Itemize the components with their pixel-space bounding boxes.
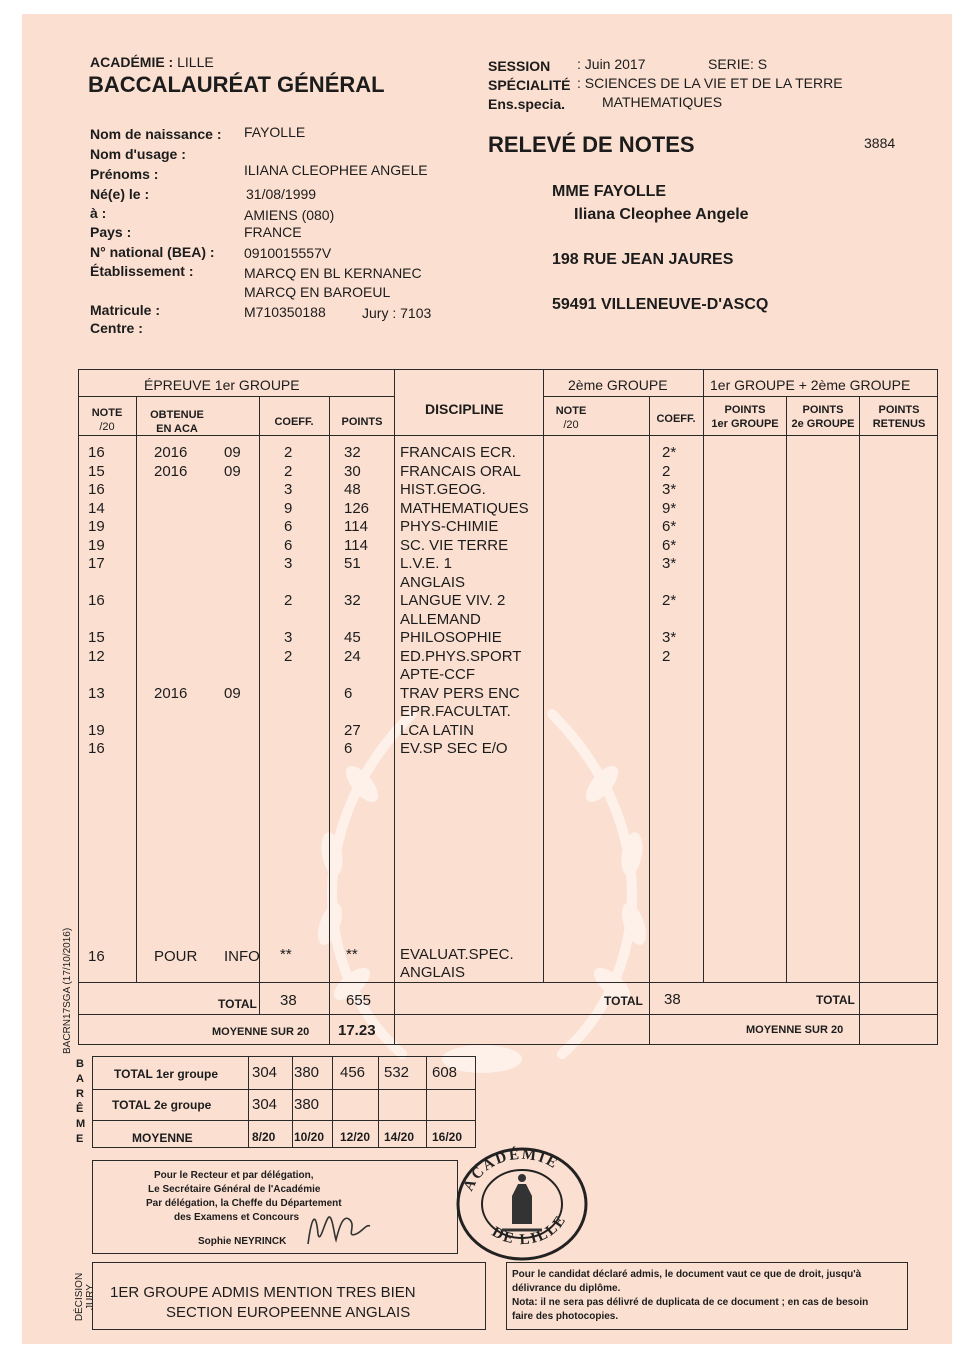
row-discipline: APTE-CCF — [400, 666, 475, 683]
academie-seal — [452, 1144, 592, 1264]
bareme-letter: R — [76, 1088, 84, 1100]
special-points: ** — [346, 946, 358, 963]
row-coeff: 2 — [284, 592, 293, 609]
special-info: INFO — [224, 948, 260, 965]
nom-usage-label: Nom d'usage : — [90, 146, 186, 162]
address-line-2: Iliana Cleophee Angele — [574, 206, 749, 223]
ne-le-value: 31/08/1999 — [246, 186, 317, 202]
coeff2-header: COEFF. — [656, 413, 696, 425]
total-points: 655 — [346, 992, 372, 1009]
row-coeff: 6 — [284, 536, 293, 554]
notice-line-2: délivrance du diplôme. — [512, 1283, 621, 1294]
special-discipline: EVALUAT.SPEC. — [400, 946, 514, 963]
row-coeff2: 3* — [662, 555, 677, 572]
row-coeff: 2 — [284, 647, 293, 665]
special-pour: POUR — [154, 948, 198, 965]
row-note: 15 — [88, 462, 105, 480]
row-note: 14 — [88, 499, 105, 517]
row-discipline: ALLEMAND — [400, 610, 481, 628]
bareme-letter: B — [76, 1058, 84, 1070]
row-discipline: LANGUE VIV. 2 — [400, 592, 506, 609]
specialite-label: SPÉCIALITÉ — [488, 77, 571, 93]
matricule-label: Matricule : — [90, 302, 161, 318]
total2-label: TOTAL — [604, 994, 643, 1008]
total-label: TOTAL — [218, 997, 257, 1011]
row-discipline: LCA LATIN — [400, 721, 474, 739]
row-note: 19 — [88, 518, 105, 535]
bareme-letter: Ê — [76, 1103, 84, 1115]
epreuve-header: ÉPREUVE 1er GROUPE — [144, 377, 300, 393]
row-discipline: PHYS-CHIMIE — [400, 518, 499, 535]
row-note: 12 — [88, 647, 105, 665]
row-note: 15 — [88, 629, 105, 646]
bareme-row3-value: 8/20 — [252, 1130, 276, 1144]
row-coeff2: 6* — [662, 518, 677, 535]
row-points: 114 — [344, 536, 368, 554]
nom-naissance-label: Nom de naissance : — [90, 126, 222, 142]
bareme-row3-value: 16/20 — [432, 1130, 463, 1144]
row-coeff: 3 — [284, 481, 293, 498]
decision-side-label: DÉCISION JURY — [74, 1272, 96, 1322]
bareme-row3-label: MOYENNE — [132, 1131, 193, 1145]
bareme-letter: M — [76, 1118, 86, 1130]
row-discipline: HIST.GEOG. — [400, 481, 486, 498]
matricule-value: M710350188 — [244, 304, 326, 320]
etablissement-label: Établissement : — [90, 263, 194, 279]
row-points: 32 — [344, 592, 361, 609]
specialite-value: : SCIENCES DE LA VIE ET DE LA TERRE — [577, 75, 843, 91]
row-points: 51 — [344, 555, 361, 572]
row-coeff: 9 — [284, 499, 293, 517]
document-title: BACCALAURÉAT GÉNÉRAL — [88, 72, 385, 97]
nom-naissance-value: FAYOLLE — [244, 124, 306, 140]
handwritten-signature — [304, 1204, 374, 1248]
row-coeff: 2 — [284, 462, 293, 480]
document-number: 3884 — [864, 135, 896, 151]
row-points: 48 — [344, 481, 361, 498]
svg-text:ACADÉMIE — [461, 1146, 562, 1194]
row-discipline: TRAV PERS ENC — [400, 684, 520, 702]
bareme-row3-value: 12/20 — [340, 1130, 371, 1144]
prenoms-label: Prénoms : — [90, 166, 159, 182]
bareme-row3-value: 10/20 — [294, 1130, 325, 1144]
bareme-row1-value: 380 — [294, 1064, 320, 1081]
row-note: 16 — [88, 444, 105, 461]
note-header: NOTE — [91, 407, 123, 419]
note-sub-header: /20 — [99, 421, 115, 433]
signatory-name: Sophie NEYRINCK — [198, 1236, 287, 1247]
address-line-1: MME FAYOLLE — [552, 183, 667, 200]
notice-line-1: Pour le candidat déclaré admis, le document vaut ce que de droit, jusqu'à — [512, 1269, 862, 1280]
total3-label: TOTAL — [816, 993, 855, 1007]
signature-line-2: Le Secrétaire Général de l'Académie — [148, 1184, 321, 1195]
row-discipline: PHILOSOPHIE — [400, 629, 502, 646]
seal-bottom-text: DE LILLE — [489, 1211, 570, 1249]
groupe2-header: 2ème GROUPE — [568, 377, 668, 393]
row-points: 30 — [344, 462, 361, 480]
address-line-3: 198 RUE JEAN JAURES — [552, 251, 734, 268]
row-discipline: ED.PHYS.SPORT — [400, 647, 522, 665]
decision-line-2: SECTION EUROPEENNE ANGLAIS — [166, 1304, 411, 1321]
row-coeff2: 2* — [662, 444, 677, 461]
row-points: 114 — [344, 518, 368, 535]
row-note: 17 — [88, 555, 105, 572]
row-mois: 09 — [224, 444, 241, 461]
decision-line-1: 1ER GROUPE ADMIS MENTION TRES BIEN — [110, 1284, 416, 1301]
national-value: 0910015557V — [244, 245, 332, 261]
form-code: BACRN17SGA (17/10/2016) — [62, 927, 73, 1054]
bareme-row2-value: 380 — [294, 1096, 320, 1113]
row-note: 16 — [88, 740, 105, 757]
row-discipline: L.V.E. 1 — [400, 555, 452, 572]
row-discipline: SC. VIE TERRE — [400, 536, 509, 554]
coeff-header: COEFF. — [274, 416, 314, 428]
row-points: 45 — [344, 629, 361, 646]
row-discipline: FRANCAIS ORAL — [400, 462, 521, 480]
seal-top-text: ACADÉMIE — [460, 1146, 562, 1194]
row-note: 19 — [88, 721, 105, 739]
bareme-row1-value: 304 — [252, 1064, 278, 1081]
note2-sub-header: /20 — [563, 419, 579, 431]
row-coeff2: 6* — [662, 536, 677, 554]
moyenne-label: MOYENNE SUR 20 — [212, 1026, 310, 1038]
row-points: 27 — [344, 721, 361, 739]
row-note: 16 — [88, 481, 105, 498]
prenoms-value: ILIANA CLEOPHEE ANGELE — [244, 162, 428, 178]
row-coeff2: 3* — [662, 629, 677, 646]
points-1er-header: POINTS — [724, 404, 766, 416]
ens-value: MATHEMATIQUES — [602, 94, 723, 110]
bareme-row1-value: 532 — [384, 1064, 410, 1081]
centre-label: Centre : — [90, 320, 143, 336]
academie-value: LILLE — [177, 54, 214, 70]
groupe12-header: 1er GROUPE + 2ème GROUPE — [710, 377, 911, 393]
ens-label: Ens.specia. — [488, 96, 566, 112]
row-annee: 2016 — [154, 462, 188, 480]
row-coeff: 6 — [284, 518, 293, 535]
total-coeff: 38 — [280, 992, 297, 1009]
document-sheet — [22, 14, 952, 1344]
bareme-row1-value: 608 — [432, 1064, 458, 1081]
serie-value: SERIE: S — [708, 56, 768, 72]
academie-label: ACADÉMIE : — [90, 54, 174, 70]
bareme-row2-label: TOTAL 2e groupe — [112, 1098, 212, 1112]
ne-le-label: Né(e) le : — [90, 186, 150, 202]
row-annee: 2016 — [154, 444, 188, 461]
row-points: 24 — [344, 647, 361, 665]
note2-header: NOTE — [555, 405, 587, 417]
signature-line-3: Par délégation, la Cheffe du Département — [146, 1198, 342, 1209]
row-mois: 09 — [224, 462, 241, 480]
signature-line-1: Pour le Recteur et par délégation, — [154, 1170, 314, 1181]
row-annee: 2016 — [154, 684, 188, 702]
row-coeff: 3 — [284, 555, 293, 572]
row-discipline: ANGLAIS — [400, 573, 466, 591]
row-discipline: MATHEMATIQUES — [400, 499, 529, 517]
points-retenus-sub-header: RETENUS — [872, 418, 926, 430]
row-coeff: 3 — [284, 629, 293, 646]
row-note: 16 — [88, 592, 105, 609]
points-2e-sub-header: 2e GROUPE — [791, 418, 855, 430]
points-2e-header: POINTS — [802, 404, 844, 416]
row-coeff2: 3* — [662, 481, 677, 498]
row-coeff2: 2 — [662, 462, 671, 480]
points-1er-sub-header: 1er GROUPE — [711, 418, 779, 430]
etablissement-value-1: MARCQ EN BL KERNANEC — [244, 265, 422, 281]
session-value: : Juin 2017 — [577, 56, 646, 72]
notice-line-3: Nota: il ne sera pas délivré de duplicata de ce document ; en cas de besoin — [512, 1297, 869, 1308]
lieu-label: à : — [90, 205, 107, 221]
row-coeff: 2 — [284, 444, 293, 461]
session-label: SESSION — [488, 58, 551, 74]
etablissement-value-2: MARCQ EN BAROEUL — [244, 284, 391, 300]
row-coeff2: 2 — [662, 647, 671, 665]
address-line-4: 59491 VILLENEUVE-D'ASCQ — [552, 296, 769, 313]
row-points: 126 — [344, 499, 370, 517]
bareme-row3-value: 14/20 — [384, 1130, 415, 1144]
lieu-value: AMIENS (080) — [244, 207, 335, 223]
special-note: 16 — [88, 948, 105, 965]
pays-label: Pays : — [90, 224, 132, 240]
row-mois: 09 — [224, 684, 241, 702]
pays-value: FRANCE — [244, 224, 302, 240]
bareme-row1-value: 456 — [340, 1064, 366, 1081]
moyenne-value: 17.23 — [338, 1022, 376, 1039]
row-coeff2: 9* — [662, 499, 677, 517]
points-header: POINTS — [341, 416, 383, 428]
bareme-row2-value: 304 — [252, 1096, 278, 1113]
moyenne3-label: MOYENNE SUR 20 — [746, 1024, 844, 1036]
points-retenus-header: POINTS — [878, 404, 920, 416]
notice-line-4: faire des photocopies. — [512, 1311, 619, 1322]
jury-value: Jury : 7103 — [362, 305, 432, 321]
bareme-letter: A — [76, 1073, 84, 1085]
row-note: 19 — [88, 536, 105, 554]
en-aca-header: EN ACA — [156, 423, 198, 435]
bareme-row1-label: TOTAL 1er groupe — [114, 1067, 219, 1081]
row-points: 6 — [344, 740, 353, 757]
releve-title: RELEVÉ DE NOTES — [488, 132, 695, 157]
special-discipline-2: ANGLAIS — [400, 964, 466, 981]
row-discipline: EV.SP SEC E/O — [400, 740, 508, 757]
row-discipline: FRANCAIS ECR. — [400, 444, 516, 461]
row-note: 13 — [88, 684, 105, 702]
signature-line-4: des Examens et Concours — [174, 1212, 300, 1223]
special-coeff: ** — [280, 946, 292, 963]
obtenue-header: OBTENUE — [150, 409, 204, 421]
row-points: 6 — [344, 684, 353, 702]
row-discipline: EPR.FACULTAT. — [400, 703, 511, 720]
row-points: 32 — [344, 444, 361, 461]
bareme-letter: E — [76, 1133, 84, 1145]
discipline-header: DISCIPLINE — [425, 401, 504, 417]
total2-coeff: 38 — [664, 991, 681, 1008]
row-coeff2: 2* — [662, 592, 677, 609]
national-label: N° national (BEA) : — [90, 244, 215, 260]
